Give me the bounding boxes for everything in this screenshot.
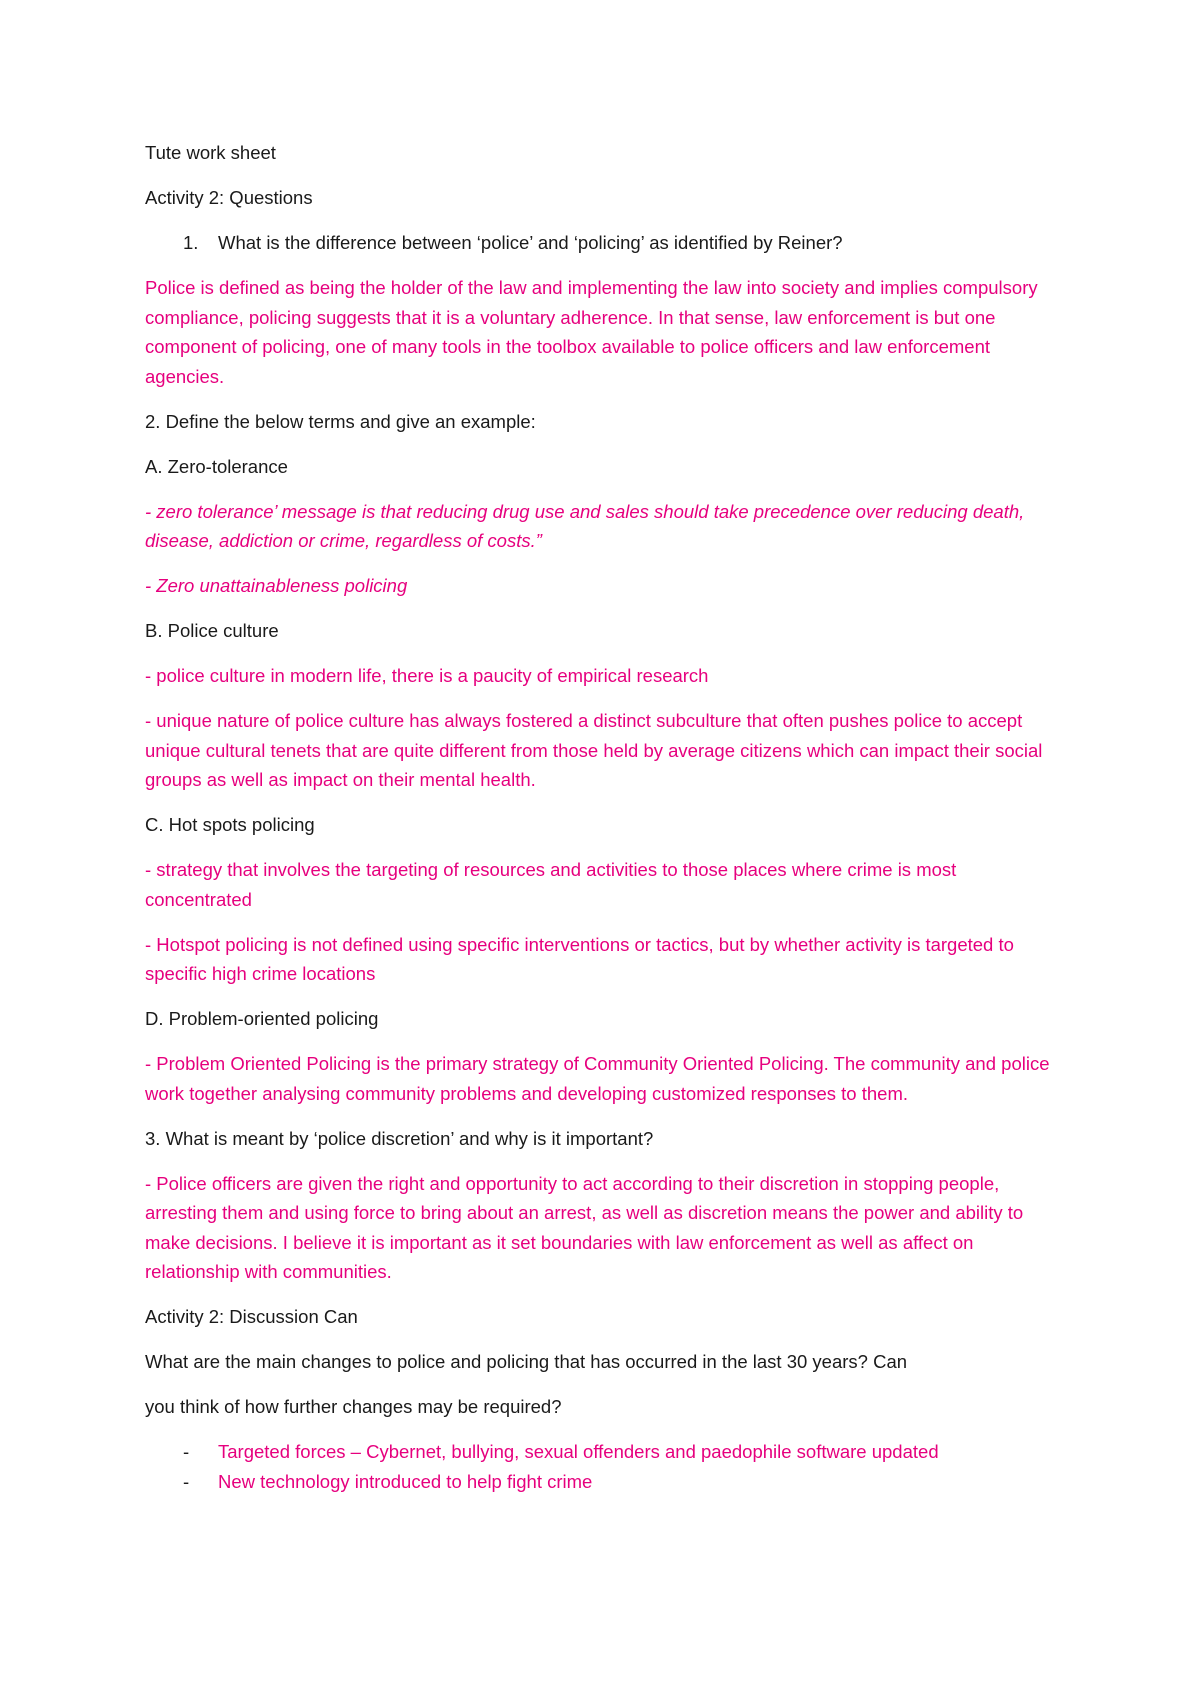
discussion-bullet-2: New technology introduced to help fight crime — [218, 1470, 593, 1492]
question-1-number: 1. — [183, 232, 199, 253]
question-1 — [145, 228, 1065, 258]
document-title: Tute work sheet — [145, 142, 276, 163]
question-1-text: What is the difference between ‘police’ and ‘policing’ as identified by Reiner? — [218, 232, 843, 253]
discussion-question-line-1: What are the main changes to police and policing that has occurred in the last 30 years? Can — [145, 1351, 908, 1372]
discussion-bullet-list — [145, 1437, 1065, 1496]
term-d-heading: D. Problem-oriented policing — [145, 1008, 379, 1029]
term-b-heading: B. Police culture — [145, 620, 279, 641]
discussion-question-line-2: you think of how further changes may be required? — [145, 1396, 562, 1417]
question-2-text: 2. Define the below terms and give an example: — [145, 410, 536, 432]
bullet-marker: - — [183, 1470, 190, 1492]
document-page — [145, 138, 1065, 1496]
question-3-answer: - Police officers are given the right and opportunity to act according to their discretion in stopping people, arresting them and using force to bring about an arrest, as well as discretion means the power and ability to make decisions. I believe it is important as it set boundaries with law enforcement as well as affect on relationship with communities. — [145, 1172, 1024, 1282]
term-b-answer-1: - police culture in modern life, there is a paucity of empirical research — [145, 665, 709, 686]
term-a-heading: A. Zero-tolerance — [145, 455, 288, 477]
list-item — [145, 1437, 1065, 1467]
question-1-answer: Police is defined as being the holder of the law and implementing the law into society and implies compulsory compliance, policing suggests that it is a voluntary adherence. In that sense, law enforcement is but one component of policing, one of many tools in the toolbox available to police officers and law enforcement agencies. — [145, 277, 1038, 387]
term-a-answer-1: - zero tolerance’ message is that reducing drug use and sales should take precedence over reducing death, disease, addiction or crime, regardless of costs.” — [145, 500, 1025, 551]
activity-questions-heading: Activity 2: Questions — [145, 187, 313, 208]
bullet-marker: - — [183, 1441, 190, 1462]
term-c-answer-1: - strategy that involves the targeting of resources and activities to those places where crime is most concentrated — [145, 859, 957, 910]
term-b-answer-2: - unique nature of police culture has always fostered a distinct subculture that often pushes police to accept unique cultural tenets that are quite different from those held by average citizens which can impact their social groups as well as impact on their mental health. — [145, 710, 1043, 790]
question-3-text: 3. What is meant by ‘police discretion’ and why is it important? — [145, 1127, 654, 1149]
term-a-answer-2: - Zero unattainableness policing — [145, 575, 408, 596]
discussion-heading: Activity 2: Discussion Can — [145, 1306, 358, 1327]
discussion-bullet-1: Targeted forces – Cybernet, bullying, sexual offenders and paedophile software updated — [218, 1441, 939, 1462]
term-c-heading: C. Hot spots policing — [145, 814, 315, 835]
term-d-answer-1: - Problem Oriented Policing is the primary strategy of Community Oriented Policing. The community and police work together analysing community problems and developing customized responses to them. — [145, 1053, 1050, 1104]
term-c-answer-2: - Hotspot policing is not defined using specific interventions or tactics, but by whether activity is targeted to specific high crime locations — [145, 933, 1014, 984]
list-item — [145, 1467, 1065, 1497]
